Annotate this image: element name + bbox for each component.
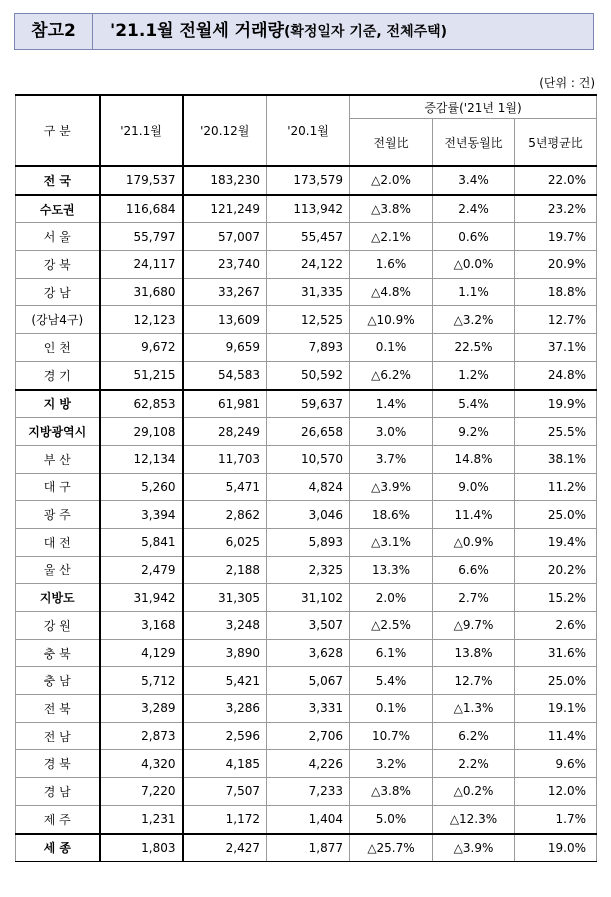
value-2101: 2,873 xyxy=(100,722,183,750)
change-mom: 1.4% xyxy=(350,390,433,418)
value-2101: 5,841 xyxy=(100,528,183,556)
table-row xyxy=(16,251,597,279)
value-2012: 2,862 xyxy=(183,501,267,529)
change-5y-avg: 31.6% xyxy=(515,639,597,667)
table-row xyxy=(16,612,597,640)
row-label: 대 전 xyxy=(16,528,100,556)
change-5y-avg: 25.0% xyxy=(515,501,597,529)
change-mom: 5.4% xyxy=(350,667,433,695)
table-row xyxy=(16,750,597,778)
change-mom: 2.0% xyxy=(350,584,433,612)
value-2001: 59,637 xyxy=(267,390,350,418)
header-2101: '21.1월 xyxy=(100,95,183,166)
value-2101: 12,123 xyxy=(100,306,183,334)
change-yoy: 3.4% xyxy=(433,166,515,195)
change-5y-avg: 25.5% xyxy=(515,418,597,446)
change-yoy: 12.7% xyxy=(433,667,515,695)
value-2001: 4,226 xyxy=(267,750,350,778)
table-row xyxy=(16,556,597,584)
value-2101: 1,803 xyxy=(100,834,183,862)
unit-note: (단위 : 건) xyxy=(539,76,595,90)
change-5y-avg: 18.8% xyxy=(515,278,597,306)
value-2101: 7,220 xyxy=(100,778,183,806)
row-label: 경 기 xyxy=(16,361,100,389)
table-row xyxy=(16,223,597,251)
value-2001: 5,067 xyxy=(267,667,350,695)
row-label: 제 주 xyxy=(16,805,100,833)
change-yoy: △3.9% xyxy=(433,834,515,862)
change-mom: △2.0% xyxy=(350,166,433,195)
change-mom: 13.3% xyxy=(350,556,433,584)
rent-transaction-table xyxy=(15,94,597,862)
row-label: 광 주 xyxy=(16,501,100,529)
change-5y-avg: 9.6% xyxy=(515,750,597,778)
table-row xyxy=(16,166,597,195)
value-2101: 179,537 xyxy=(100,166,183,195)
change-mom: 6.1% xyxy=(350,639,433,667)
value-2012: 54,583 xyxy=(183,361,267,389)
table-body xyxy=(16,166,597,862)
change-yoy: 6.2% xyxy=(433,722,515,750)
change-mom: 3.0% xyxy=(350,418,433,446)
value-2012: 5,421 xyxy=(183,667,267,695)
change-5y-avg: 19.4% xyxy=(515,528,597,556)
value-2001: 5,893 xyxy=(267,528,350,556)
value-2001: 3,331 xyxy=(267,695,350,723)
value-2101: 3,168 xyxy=(100,612,183,640)
value-2101: 29,108 xyxy=(100,418,183,446)
page-title-sub: (확정일자 기준, 전체주택) xyxy=(283,24,448,40)
change-yoy: 1.2% xyxy=(433,361,515,389)
change-mom: △2.5% xyxy=(350,612,433,640)
value-2012: 2,427 xyxy=(183,834,267,862)
change-mom: △10.9% xyxy=(350,306,433,334)
value-2012: 2,596 xyxy=(183,722,267,750)
table-row xyxy=(16,778,597,806)
change-mom: △6.2% xyxy=(350,361,433,389)
value-2012: 9,659 xyxy=(183,334,267,362)
change-mom: 18.6% xyxy=(350,501,433,529)
row-label: 강 원 xyxy=(16,612,100,640)
value-2012: 13,609 xyxy=(183,306,267,334)
change-yoy: 5.4% xyxy=(433,390,515,418)
change-mom: 10.7% xyxy=(350,722,433,750)
table-row xyxy=(16,445,597,473)
row-label: 경 북 xyxy=(16,750,100,778)
row-label: 지 방 xyxy=(16,390,100,418)
value-2001: 24,122 xyxy=(267,251,350,279)
change-mom: △3.9% xyxy=(350,473,433,501)
value-2101: 4,320 xyxy=(100,750,183,778)
change-mom: 5.0% xyxy=(350,805,433,833)
row-label: 강 북 xyxy=(16,251,100,279)
value-2101: 9,672 xyxy=(100,334,183,362)
change-yoy: 0.6% xyxy=(433,223,515,251)
value-2001: 1,404 xyxy=(267,805,350,833)
change-yoy: △0.0% xyxy=(433,251,515,279)
change-5y-avg: 19.0% xyxy=(515,834,597,862)
change-5y-avg: 15.2% xyxy=(515,584,597,612)
value-2012: 3,890 xyxy=(183,639,267,667)
table-row xyxy=(16,501,597,529)
change-5y-avg: 24.8% xyxy=(515,361,597,389)
value-2001: 2,706 xyxy=(267,722,350,750)
table-row xyxy=(16,639,597,667)
table-row xyxy=(16,361,597,389)
value-2012: 57,007 xyxy=(183,223,267,251)
change-mom: 0.1% xyxy=(350,334,433,362)
change-yoy: 9.0% xyxy=(433,473,515,501)
table-row xyxy=(16,834,597,862)
value-2001: 7,233 xyxy=(267,778,350,806)
value-2001: 2,325 xyxy=(267,556,350,584)
change-yoy: 9.2% xyxy=(433,418,515,446)
change-yoy: 2.4% xyxy=(433,195,515,223)
change-5y-avg: 19.1% xyxy=(515,695,597,723)
row-label: 전 국 xyxy=(16,166,100,195)
change-5y-avg: 19.7% xyxy=(515,223,597,251)
change-mom: △3.8% xyxy=(350,195,433,223)
row-label: 전 북 xyxy=(16,695,100,723)
value-2012: 3,286 xyxy=(183,695,267,723)
row-label: 지방도 xyxy=(16,584,100,612)
change-5y-avg: 12.0% xyxy=(515,778,597,806)
value-2101: 116,684 xyxy=(100,195,183,223)
change-yoy: △3.2% xyxy=(433,306,515,334)
value-2012: 121,249 xyxy=(183,195,267,223)
value-2101: 4,129 xyxy=(100,639,183,667)
value-2012: 183,230 xyxy=(183,166,267,195)
row-label: 충 북 xyxy=(16,639,100,667)
value-2101: 2,479 xyxy=(100,556,183,584)
header-mom: 전월比 xyxy=(350,119,433,167)
change-yoy: 6.6% xyxy=(433,556,515,584)
value-2012: 4,185 xyxy=(183,750,267,778)
value-2001: 3,628 xyxy=(267,639,350,667)
value-2001: 1,877 xyxy=(267,834,350,862)
value-2101: 1,231 xyxy=(100,805,183,833)
change-mom: △3.1% xyxy=(350,528,433,556)
change-yoy: 14.8% xyxy=(433,445,515,473)
change-mom: △4.8% xyxy=(350,278,433,306)
row-label: 전 남 xyxy=(16,722,100,750)
value-2101: 24,117 xyxy=(100,251,183,279)
change-5y-avg: 11.2% xyxy=(515,473,597,501)
value-2001: 113,942 xyxy=(267,195,350,223)
value-2001: 173,579 xyxy=(267,166,350,195)
value-2012: 2,188 xyxy=(183,556,267,584)
change-mom: 0.1% xyxy=(350,695,433,723)
value-2001: 3,507 xyxy=(267,612,350,640)
change-mom: △2.1% xyxy=(350,223,433,251)
value-2101: 31,942 xyxy=(100,584,183,612)
change-5y-avg: 20.2% xyxy=(515,556,597,584)
header-2012: '20.12월 xyxy=(183,95,267,166)
value-2101: 31,680 xyxy=(100,278,183,306)
value-2101: 62,853 xyxy=(100,390,183,418)
value-2001: 3,046 xyxy=(267,501,350,529)
value-2012: 5,471 xyxy=(183,473,267,501)
change-5y-avg: 19.9% xyxy=(515,390,597,418)
value-2001: 4,824 xyxy=(267,473,350,501)
value-2001: 12,525 xyxy=(267,306,350,334)
row-label: 지방광역시 xyxy=(16,418,100,446)
value-2012: 7,507 xyxy=(183,778,267,806)
change-yoy: △9.7% xyxy=(433,612,515,640)
change-5y-avg: 11.4% xyxy=(515,722,597,750)
value-2101: 5,260 xyxy=(100,473,183,501)
change-yoy: 11.4% xyxy=(433,501,515,529)
change-5y-avg: 22.0% xyxy=(515,166,597,195)
value-2012: 1,172 xyxy=(183,805,267,833)
value-2001: 55,457 xyxy=(267,223,350,251)
change-5y-avg: 37.1% xyxy=(515,334,597,362)
row-label: 강 남 xyxy=(16,278,100,306)
table-row xyxy=(16,528,597,556)
change-yoy: △12.3% xyxy=(433,805,515,833)
row-label: (강남4구) xyxy=(16,306,100,334)
value-2101: 3,289 xyxy=(100,695,183,723)
change-yoy: 22.5% xyxy=(433,334,515,362)
table-row xyxy=(16,473,597,501)
value-2001: 31,102 xyxy=(267,584,350,612)
table-row xyxy=(16,418,597,446)
table-row xyxy=(16,667,597,695)
header-gubun: 구 분 xyxy=(16,95,100,166)
change-mom: 3.2% xyxy=(350,750,433,778)
table-row xyxy=(16,695,597,723)
change-yoy: △0.2% xyxy=(433,778,515,806)
row-label: 수도권 xyxy=(16,195,100,223)
row-label: 충 남 xyxy=(16,667,100,695)
row-label: 부 산 xyxy=(16,445,100,473)
change-5y-avg: 12.7% xyxy=(515,306,597,334)
value-2001: 7,893 xyxy=(267,334,350,362)
value-2012: 61,981 xyxy=(183,390,267,418)
value-2001: 10,570 xyxy=(267,445,350,473)
value-2101: 12,134 xyxy=(100,445,183,473)
change-mom: 3.7% xyxy=(350,445,433,473)
value-2012: 33,267 xyxy=(183,278,267,306)
title-bar xyxy=(14,13,594,50)
change-mom: 1.6% xyxy=(350,251,433,279)
change-yoy: 1.1% xyxy=(433,278,515,306)
value-2001: 26,658 xyxy=(267,418,350,446)
value-2001: 31,335 xyxy=(267,278,350,306)
value-2101: 5,712 xyxy=(100,667,183,695)
change-5y-avg: 38.1% xyxy=(515,445,597,473)
header-5y-avg: 5년평균比 xyxy=(515,119,597,167)
table-row xyxy=(16,390,597,418)
row-label: 울 산 xyxy=(16,556,100,584)
value-2101: 51,215 xyxy=(100,361,183,389)
page-title-main: '21.1월 전월세 거래량 xyxy=(110,21,284,41)
value-2001: 50,592 xyxy=(267,361,350,389)
table-row xyxy=(16,584,597,612)
change-yoy: △0.9% xyxy=(433,528,515,556)
change-5y-avg: 20.9% xyxy=(515,251,597,279)
page-title xyxy=(110,14,447,49)
change-5y-avg: 2.6% xyxy=(515,612,597,640)
header-change-rate: 증감률('21년 1월) xyxy=(350,95,597,119)
table-row xyxy=(16,306,597,334)
value-2012: 31,305 xyxy=(183,584,267,612)
value-2012: 3,248 xyxy=(183,612,267,640)
change-5y-avg: 23.2% xyxy=(515,195,597,223)
change-mom: △25.7% xyxy=(350,834,433,862)
header-2001: '20.1월 xyxy=(267,95,350,166)
change-yoy: 13.8% xyxy=(433,639,515,667)
table-row xyxy=(16,278,597,306)
row-label: 세 종 xyxy=(16,834,100,862)
change-yoy: △1.3% xyxy=(433,695,515,723)
row-label: 인 천 xyxy=(16,334,100,362)
table-row xyxy=(16,805,597,833)
change-5y-avg: 25.0% xyxy=(515,667,597,695)
change-5y-avg: 1.7% xyxy=(515,805,597,833)
row-label: 서 울 xyxy=(16,223,100,251)
table-row xyxy=(16,195,597,223)
value-2012: 28,249 xyxy=(183,418,267,446)
row-label: 경 남 xyxy=(16,778,100,806)
value-2012: 23,740 xyxy=(183,251,267,279)
value-2101: 55,797 xyxy=(100,223,183,251)
change-yoy: 2.2% xyxy=(433,750,515,778)
header-yoy: 전년동월比 xyxy=(433,119,515,167)
reference-badge: 참고2 xyxy=(15,14,93,49)
value-2101: 3,394 xyxy=(100,501,183,529)
table-row xyxy=(16,722,597,750)
row-label: 대 구 xyxy=(16,473,100,501)
change-yoy: 2.7% xyxy=(433,584,515,612)
table-row xyxy=(16,334,597,362)
value-2012: 11,703 xyxy=(183,445,267,473)
value-2012: 6,025 xyxy=(183,528,267,556)
change-mom: △3.8% xyxy=(350,778,433,806)
